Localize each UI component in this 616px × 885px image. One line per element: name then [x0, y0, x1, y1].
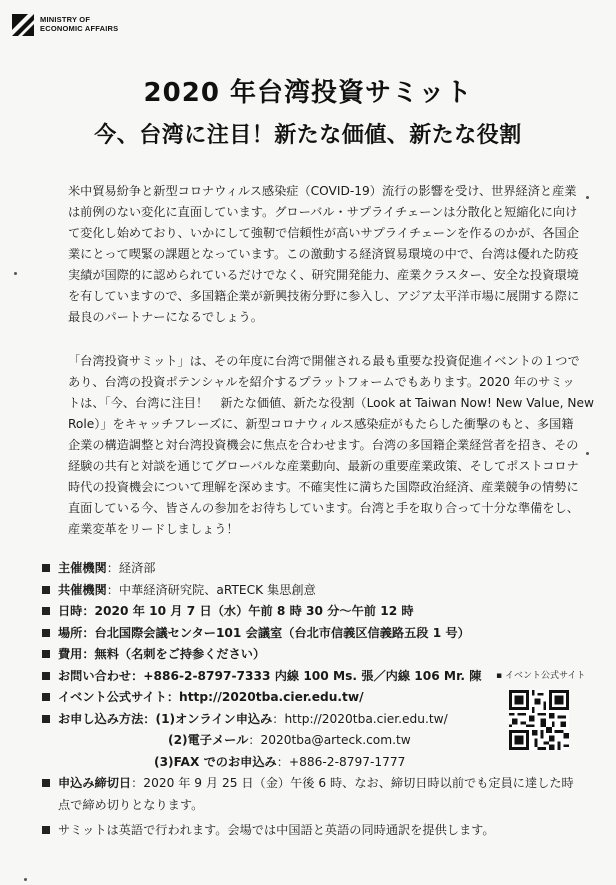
- ministry-name-line2: ECONOMIC AFFAIRS: [40, 24, 119, 33]
- info-deadline-cont: [42, 795, 602, 817]
- intro-paragraph: [68, 181, 588, 328]
- deadline-label: 申込み締切日: [58, 776, 132, 790]
- apply-email-link[interactable]: ：2020tba@arteck.com.tw: [248, 733, 411, 747]
- info-deadline: [42, 773, 602, 795]
- paragraph-line: て変化し始めており、いかにして強靭で信頼性が高いサプライチェーンを作るのかが、各国企: [68, 226, 579, 240]
- page-title: 2020 年台湾投資サミット: [143, 78, 473, 108]
- bullet-icon: [42, 826, 50, 834]
- summit-paragraph: [68, 351, 594, 540]
- paragraph-line: を有していますので、多国籍企業が新興技術分野に参入し、アジア太平洋市場に展開する際に: [68, 289, 580, 303]
- bullet-icon: [42, 586, 50, 594]
- bullet-icon: [42, 607, 50, 615]
- paragraph-line: あり、台湾の投資ポテンシャルを紹介するプラットフォームでもあります。2020 年のサミッ: [68, 375, 575, 389]
- info-date: [42, 601, 602, 623]
- paragraph-line: トは、「今、台湾に注目！ 新たな価値、新たな役割（Look at Taiwan Now! New Value, New: [68, 396, 594, 410]
- qr-label-text: イベント公式サイト: [504, 671, 586, 681]
- apply-email-label: (2)電子メール: [168, 733, 249, 747]
- paragraph-line: は前例のない変化に直面しています。グローバル・サプライチェーンは分散化と短縮化に向け: [68, 205, 578, 219]
- organizer-label: 主催機関: [58, 561, 107, 575]
- paragraph-line: 「台湾投資サミット」は、その年度に台湾で開催される最も重要な投資促進イベントの１つで: [68, 354, 580, 368]
- venue-text: 場所：台北国際会議センター101 会議室（台北市信義区信義路五段 1 号）: [58, 625, 470, 640]
- scan-speck: [586, 196, 589, 199]
- deadline-value: ：2020 年 9 月 25 日（金）午後 6 時、なお、締切日時以前でも定員に達した時: [131, 776, 574, 790]
- ministry-emblem-icon: [10, 12, 36, 38]
- language-text: サミットは英語で行われます。会場では中国語と英語の同時通訳を提供します。: [58, 823, 495, 837]
- apply-fax-label: (3)FAX でのお申込み: [154, 754, 277, 769]
- contact-text: お問い合わせ：+886-2-8797-7333 内線 100 Ms. 張／内線 106 Mr. 陳: [58, 668, 482, 683]
- paragraph-line: Role）」をキャッチフレーズに、新型コロナウィルス感染症がもたらした衝撃のもと、多国籍: [68, 417, 574, 431]
- bullet-icon: [42, 564, 50, 572]
- paragraph-line: 産業変革をリードしましょう！: [68, 522, 239, 536]
- paragraph-line: 直面している今、皆さんの参加をお待ちしています。台湾と手を取り合って十分な準備をし、: [68, 501, 579, 515]
- bullet-icon: [42, 779, 50, 787]
- coorganizer-label: 共催機関: [58, 582, 107, 597]
- scan-speck: [14, 272, 17, 275]
- info-apply-fax: [42, 752, 602, 774]
- page-subtitle: 今、台湾に注目！新たな価値、新たな役割: [94, 123, 522, 148]
- bullet-icon: [42, 629, 50, 637]
- ministry-logo: [10, 12, 160, 38]
- qr-code-icon[interactable]: [509, 690, 569, 750]
- apply-method-label: お申し込み方法：(1)オンライン申込み: [58, 711, 273, 726]
- info-language: [42, 820, 602, 842]
- paragraph-line: 経験の共有と対談を通じてグローバルな産業動向、最新の重要産業政策、そしてポストコロナ: [68, 459, 579, 473]
- info-fee: [42, 644, 602, 666]
- qr-label: ▪ イベント公式サイト: [496, 671, 586, 681]
- apply-fax-value: ：+886-2-8797-1777: [276, 754, 406, 769]
- info-organizer: [42, 558, 602, 580]
- scan-speck: [24, 878, 27, 881]
- website-link[interactable]: イベント公式サイト：http://2020tba.cier.edu.tw/: [58, 690, 364, 704]
- info-coorganizer: [42, 580, 602, 602]
- date-text: 日時：2020 年 10 月 7 日（水）午前 8 時 30 分〜午前 12 時: [58, 604, 414, 618]
- paragraph-line: 実績が国際的に認められているだけでなく、研究開発能力、産業クラスター、安全な投資環境: [68, 268, 579, 282]
- bullet-icon: [42, 715, 50, 723]
- bullet-icon: [42, 672, 50, 680]
- organizer-value: ：経済部: [106, 561, 156, 575]
- ministry-name-line1: MINISTRY OF: [40, 15, 91, 24]
- paragraph-line: 業にとって喫緊の課題となっています。この激動する経済貿易環境の中で、台湾は優れた防疫: [68, 247, 579, 261]
- fee-text: 費用：無料（名刺をご持参ください）: [58, 647, 266, 661]
- coorganizer-value: ：中華経済研究院、aRTECK 集思創意: [106, 582, 316, 597]
- deadline-value-cont: 点で締め切りとなります。: [58, 797, 204, 812]
- bullet-icon: [42, 693, 50, 701]
- bullet-icon: [42, 650, 50, 658]
- paragraph-line: 時代の投資機会について理解を深めます。不確実性に満ちた国際政治経済、産業競争の情勢に: [68, 480, 579, 494]
- paragraph-line: 企業の構造調整と対台湾投資機会に焦点を合わせます。台湾の多国籍企業経営者を招き、その: [68, 438, 579, 452]
- paragraph-line: 米中貿易紛争と新型コロナウィルス感染症（COVID-19）流行の影響を受け、世界経済と産業: [68, 184, 577, 198]
- scan-speck: [586, 452, 589, 455]
- apply-online-link[interactable]: ：http://2020tba.cier.edu.tw/: [272, 711, 448, 726]
- ministry-name: [40, 15, 118, 33]
- info-venue: [42, 623, 602, 645]
- paragraph-line: 最良のパートナーになるでしょう。: [68, 310, 263, 324]
